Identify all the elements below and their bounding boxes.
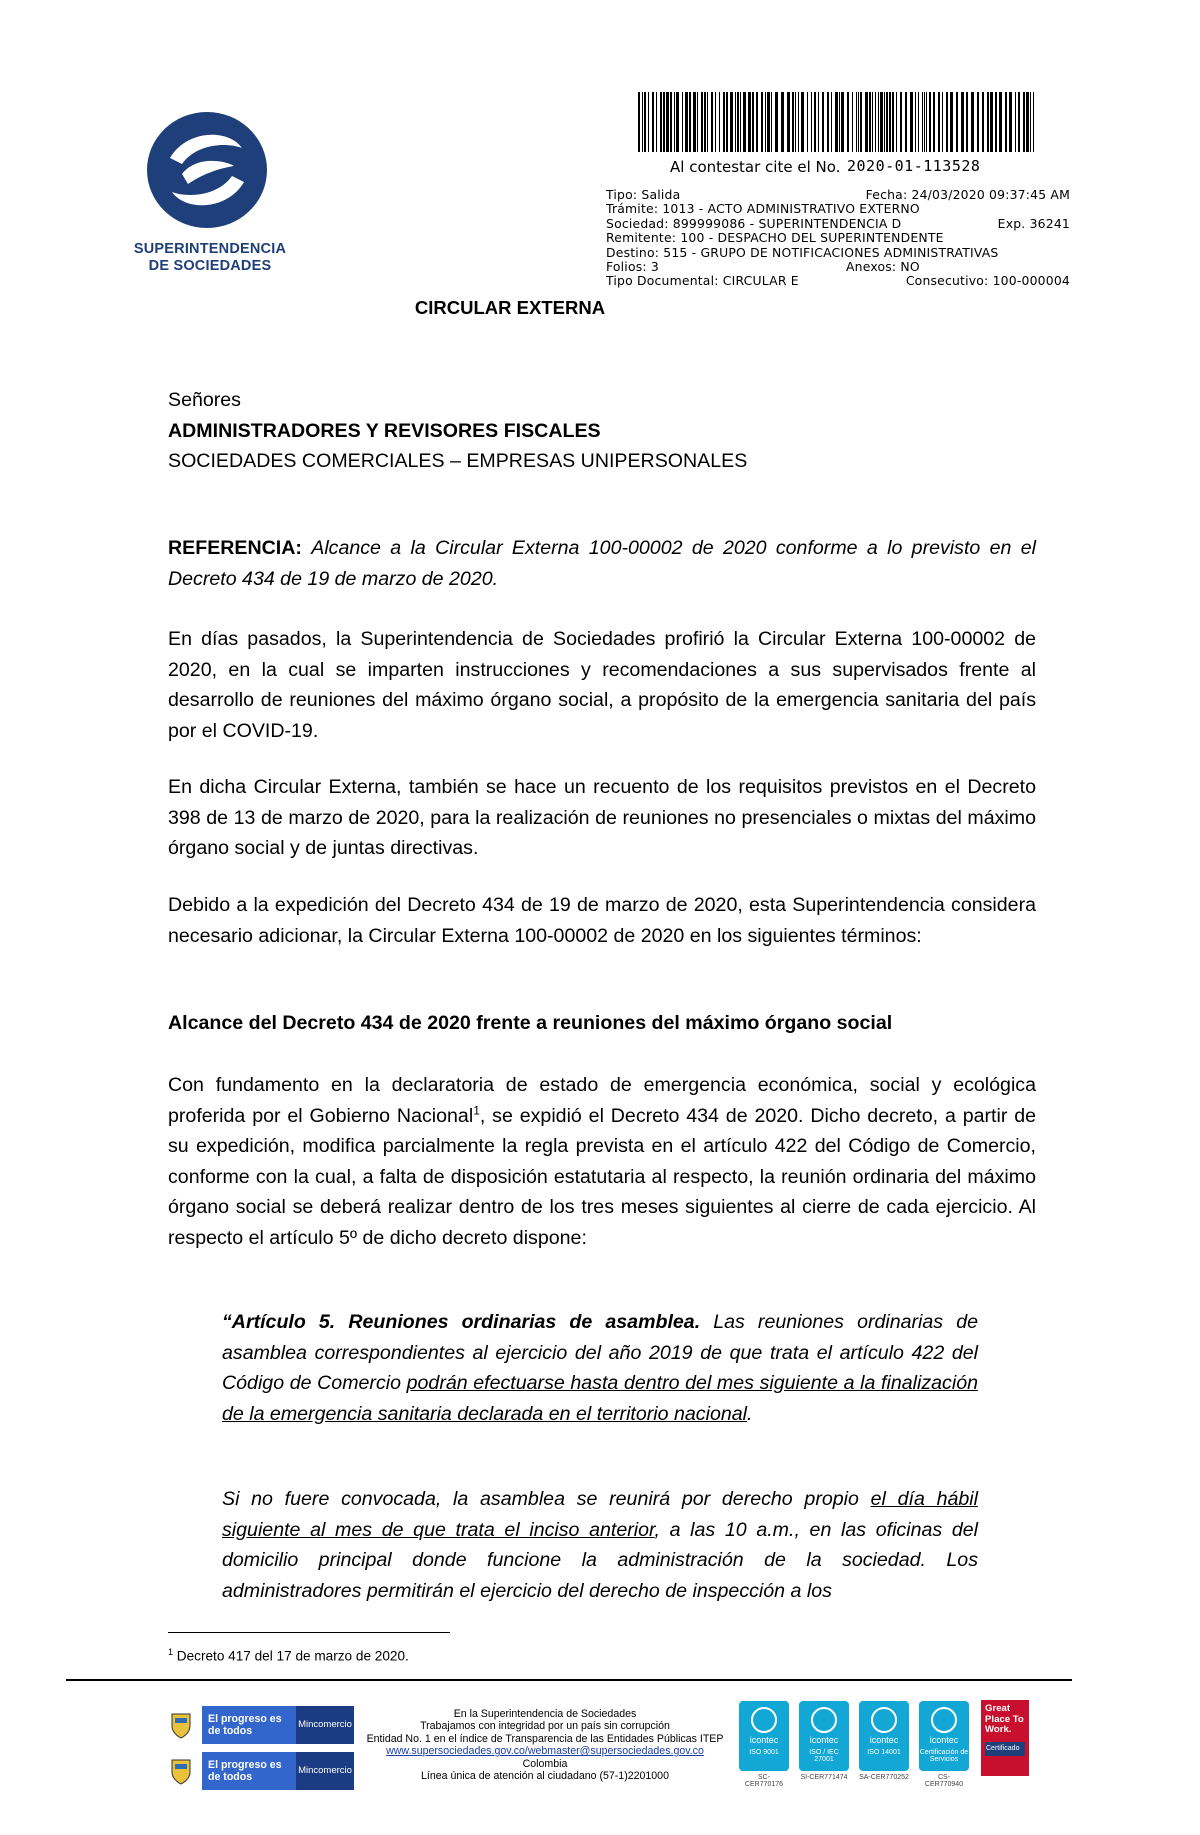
superintendencia-logo-icon xyxy=(136,108,278,232)
footer-website-link[interactable]: www.supersociedades.gov.co/webmaster@supersociedades.gov.co xyxy=(386,1745,704,1758)
gptw-cert-label: Certificado xyxy=(985,1742,1025,1757)
reference-label: REFERENCIA: xyxy=(168,537,302,559)
meta-anexos: Anexos: NO xyxy=(846,259,920,275)
paragraph-1: En días pasados, la Superintendencia de Sociedades profirió la Circular Externa 100-00002 de 2020, en la cual se imparten instrucciones y recomendaciones a sus supervisados frente al desarrollo de reuniones del máximo órgano social, a propósito de la emergencia sanitaria del país por el COVID-19. xyxy=(168,628,1036,742)
meta-fecha: Fecha: 24/03/2020 09:37:45 AM xyxy=(865,187,1070,202)
filing-metadata xyxy=(606,188,1070,289)
footer-divider xyxy=(66,1679,1072,1681)
meta-tramite: Trámite: 1013 - ACTO ADMINISTRATIVO EXTERNO xyxy=(606,201,920,217)
addressee-line2: SOCIEDADES COMERCIALES – EMPRESAS UNIPERSONALES xyxy=(168,450,748,473)
section-subheading: Alcance del Decreto 434 de 2020 frente a reuniones del máximo órgano social xyxy=(168,1012,893,1034)
paragraph-4-part-b: , se expidió el Decreto 434 de 2020. Dicho decreto, a partir de su expedición, modifica parcialmente la regla prevista en el artículo 422 del Código de Comercio, conforme con la cual, a falta de disposición estatutaria al respecto, la reunión ordinaria del máximo órgano social se deberá realizar dentro de los tres meses siguientes al cierre de cada ejercicio. Al respecto el artículo 5º de dicho decreto dispone: xyxy=(168,1104,1036,1249)
meta-tipo: Tipo: Salida xyxy=(606,187,681,202)
quote-article-heading: “Artículo 5. Reuniones ordinarias de asamblea. xyxy=(222,1311,701,1333)
icontec-cert-badge: icontec ISO / IEC 27001 xyxy=(799,1701,849,1771)
cert-code: CS-CER770940 xyxy=(924,1774,964,1788)
addressee-block xyxy=(168,385,1036,477)
footnote-number: 1 xyxy=(168,1647,174,1657)
footer-line5: Colombia xyxy=(522,1757,568,1770)
gov-ministry-badge: Mincomercio xyxy=(296,1752,354,1790)
gov-logo-row-1 xyxy=(170,1700,358,1750)
footnote xyxy=(168,1647,409,1664)
meta-folios: Folios: 3 xyxy=(606,259,659,275)
paragraph-3: Debido a la expedición del Decreto 434 de 19 de marzo de 2020, esta Superintendencia considera necesario adicionar, la Circular Externa 100-00002 de 2020 en los siguientes términos: xyxy=(168,894,1036,947)
meta-consecutivo: Consecutivo: 100-000004 xyxy=(905,273,1070,289)
icontec-cert-badge: icontec Certificación de Servicios xyxy=(919,1701,969,1771)
document-title: CIRCULAR EXTERNA xyxy=(414,297,606,318)
gptw-text: Great Place To Work. xyxy=(985,1703,1024,1735)
addressee-greeting: Señores xyxy=(168,389,241,411)
cert-label: ISO / IEC 27001 xyxy=(809,1749,839,1763)
reference-text: Alcance a la Circular Externa 100-00002 de 2020 conforme a lo previsto en el Decreto 434 de 19 de marzo de 2020. xyxy=(168,537,1036,590)
cert-label: ISO 14001 xyxy=(867,1749,901,1756)
paragraph-4-part-a: Con fundamento en la declaratoria de estado de emergencia económica, social y ecológica proferida por el Gobierno Nacional xyxy=(168,1074,1036,1127)
meta-destino: Destino: 515 - GRUPO DE NOTIFICACIONES ADMINISTRATIVAS xyxy=(606,244,999,260)
quote-2-underlined: el día hábil siguiente al mes de que trata el inciso anterior xyxy=(222,1488,978,1541)
quote-1-end: . xyxy=(746,1402,753,1425)
cert-code: SA-CER770252 xyxy=(859,1774,909,1781)
superintendencia-logo xyxy=(130,108,290,275)
quote-1-underlined: podrán efectuarse hasta dentro del mes siguiente a la finalización de la emergencia sanitaria declarada en el territorio nacional xyxy=(222,1372,978,1425)
addressee-line1: ADMINISTRADORES Y REVISORES FISCALES xyxy=(168,419,601,442)
logo-text-line2: DE SOCIEDADES xyxy=(148,258,272,274)
colombia-shield-icon xyxy=(170,1756,192,1786)
cert-code: SI-CER771474 xyxy=(800,1774,848,1781)
quote-2-text: Si no fuere convocada, la asamblea se reunirá por derecho propio xyxy=(222,1488,871,1510)
footer-line1: En la Superintendencia de Sociedades xyxy=(453,1708,637,1720)
gov-logo-row-2 xyxy=(170,1746,358,1796)
cite-label: Al contestar cite el No. xyxy=(670,158,841,176)
quote-2-end: , a las 10 a.m., en las oficinas del domicilio principal donde funcione la administración de la sociedad. Los administradores permitirán el ejercicio del derecho de inspección a los xyxy=(222,1518,978,1602)
quote-1-text: Las reuniones ordinarias de asamblea correspondientes al ejercicio del año 2019 de que trata el artículo 422 del Código de Comercio xyxy=(222,1311,978,1395)
paragraph-2: En dicha Circular Externa, también se hace un recuento de los requisitos previstos en el Decreto 398 de 13 de marzo de 2020, para la realización de reuniones no presenciales o mixtas del máximo órgano social y de juntas directivas. xyxy=(168,776,1036,860)
footnote-text: Decreto 417 del 17 de marzo de 2020. xyxy=(173,1648,409,1664)
icontec-cert-badge: icontec ISO 14001 xyxy=(859,1701,909,1771)
footnote-divider xyxy=(168,1632,450,1633)
gov-progress-badge: El progreso es de todos xyxy=(202,1706,296,1744)
decree-quote-2 xyxy=(222,1484,978,1606)
meta-exp: Exp. 36241 xyxy=(997,215,1070,231)
footer-line3: Entidad No. 1 en el índice de Transparencia de las Entidades Públicas ITEP xyxy=(366,1732,724,1745)
icontec-logo-icon xyxy=(871,1707,897,1733)
reference-paragraph xyxy=(168,533,1036,594)
cite-number: 2020-01-113528 xyxy=(847,157,981,175)
logo-text-line1: SUPERINTENDENCIA xyxy=(133,241,287,257)
great-place-to-work-badge xyxy=(981,1700,1029,1776)
icontec-logo-icon xyxy=(751,1707,777,1733)
colombia-shield-icon xyxy=(170,1710,192,1740)
meta-tipo-documental: Tipo Documental: CIRCULAR E xyxy=(606,273,799,289)
footer-line2: Trabajamos con integridad por un país sin corrupción xyxy=(420,1720,670,1733)
icontec-logo-icon xyxy=(931,1707,957,1733)
icontec-cert-badge: icontec ISO 9001 xyxy=(739,1701,789,1771)
meta-sociedad: Sociedad: 899999086 - SUPERINTENDENCIA D xyxy=(606,215,902,231)
gov-ministry-badge: Mincomercio xyxy=(296,1706,354,1744)
icontec-logo-icon xyxy=(811,1707,837,1733)
cert-label: ISO 9001 xyxy=(749,1749,779,1756)
cert-label: Certificación de Servicios xyxy=(919,1749,969,1763)
footer-contact xyxy=(360,1708,730,1782)
footer-line6: Línea única de atención al ciudadano (57-1)2201000 xyxy=(421,1770,669,1783)
meta-remitente: Remitente: 100 - DESPACHO DEL SUPERINTENDENTE xyxy=(606,230,944,246)
cert-code: SC-CER770176 xyxy=(744,1774,784,1788)
paragraph-4 xyxy=(168,1070,1036,1254)
footnote-ref: 1 xyxy=(473,1103,480,1118)
barcode-image xyxy=(638,92,1038,152)
decree-quote-1 xyxy=(222,1307,978,1429)
gov-progress-badge: El progreso es de todos xyxy=(202,1752,296,1790)
